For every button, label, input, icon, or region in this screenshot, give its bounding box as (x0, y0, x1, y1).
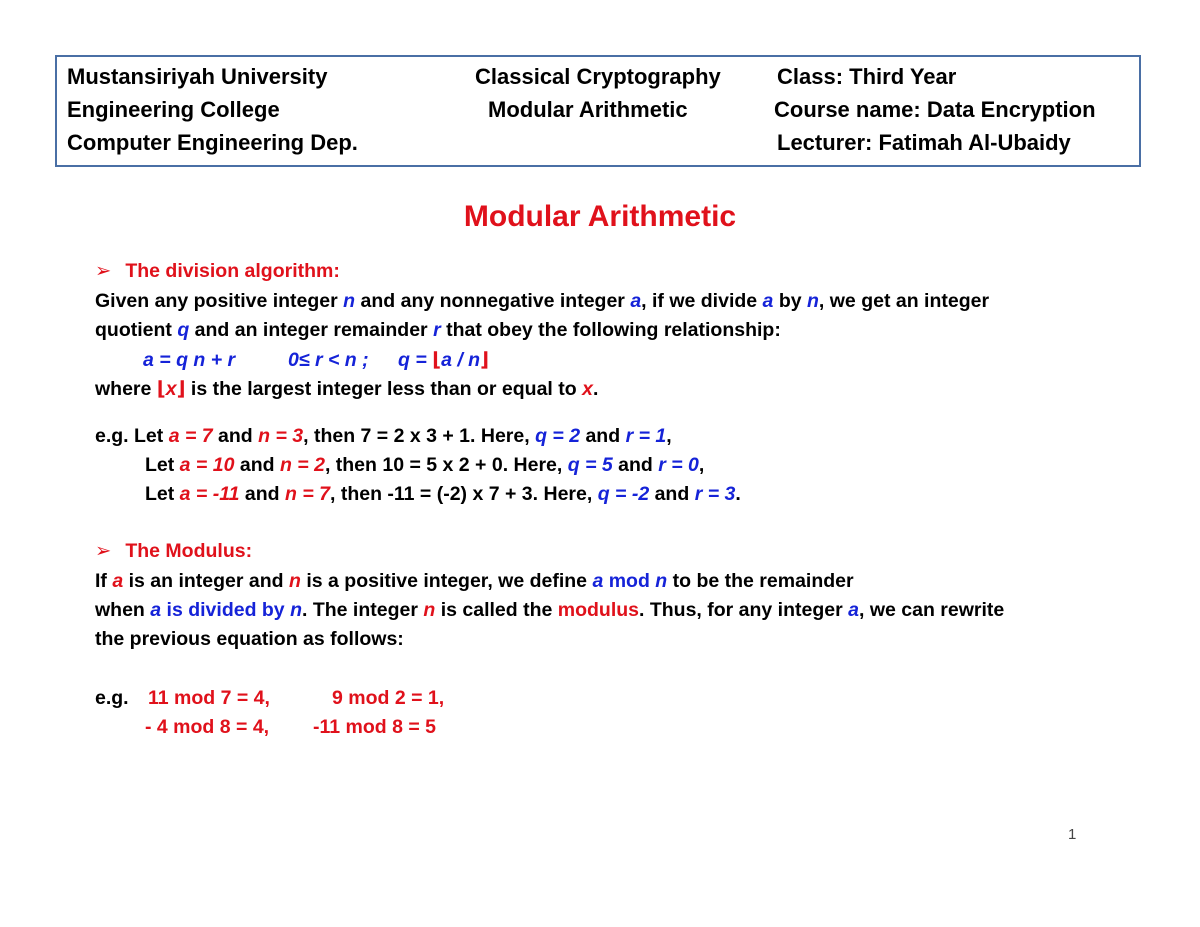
division-heading-text: The division algorithm: (125, 260, 340, 282)
division-formula-main: a = q n + r (143, 349, 236, 371)
arrow-bullet-icon: ➢ (95, 540, 112, 562)
modulus-heading-text: The Modulus: (125, 540, 253, 562)
modulus-example-2: 9 mod 2 = 1, (332, 687, 445, 709)
header-university: Mustansiriyah University (67, 64, 328, 89)
division-text-line-1: Given any positive integer n and any nonnegative integer a, if we divide a by n, we get an integer (95, 290, 990, 312)
modulus-example-1: 11 mod 7 = 4, (148, 687, 270, 709)
division-formula-range: 0≤ r < n ; (288, 349, 369, 371)
division-text-line-2: quotient q and an integer remainder r that obey the following relationship: (95, 319, 781, 341)
header-course: Course name: Data Encryption (774, 97, 1096, 122)
modulus-example-3: - 4 mod 8 = 4, (145, 716, 270, 738)
modulus-eg-label: e.g. (95, 687, 129, 709)
page-title: Modular Arithmetic (463, 200, 737, 233)
header-college: Engineering College (67, 97, 280, 122)
header-subject: Classical Cryptography (475, 64, 721, 89)
modulus-text-line-3: the previous equation as follows: (95, 628, 404, 650)
division-example-2: Let a = 10 and n = 2, then 10 = 5 x 2 + 0. Here, q = 5 and r = 0, (145, 454, 705, 476)
header-lecturer: Lecturer: Fatimah Al-Ubaidy (777, 130, 1071, 155)
division-example-1: e.g. Let a = 7 and n = 3, then 7 = 2 x 3 + 1. Here, q = 2 and r = 1, (95, 425, 672, 447)
header-department: Computer Engineering Dep. (67, 130, 358, 155)
header-box (55, 55, 1141, 167)
division-heading (95, 257, 340, 285)
header-topic: Modular Arithmetic (488, 97, 688, 122)
division-formula-quotient: q = ⌊a / n⌋ (398, 349, 489, 371)
modulus-text-line-1: If a is an integer and n is a positive integer, we define a mod n to be the remainder (95, 570, 854, 592)
header-class: Class: Third Year (777, 64, 957, 89)
division-where-line: where ⌊x⌋ is the largest integer less than or equal to x. (95, 378, 599, 400)
arrow-bullet-icon: ➢ (95, 260, 112, 282)
modulus-example-4: -11 mod 8 = 5 (313, 716, 437, 738)
division-example-3: Let a = -11 and n = 7, then -11 = (-2) x 7 + 3. Here, q = -2 and r = 3. (145, 483, 741, 505)
modulus-text-line-2: when a is divided by n. The integer n is called the modulus. Thus, for any integer a, we can rewrite (95, 599, 1005, 621)
modulus-heading (95, 537, 252, 565)
page-number: 1 (1068, 826, 1077, 843)
